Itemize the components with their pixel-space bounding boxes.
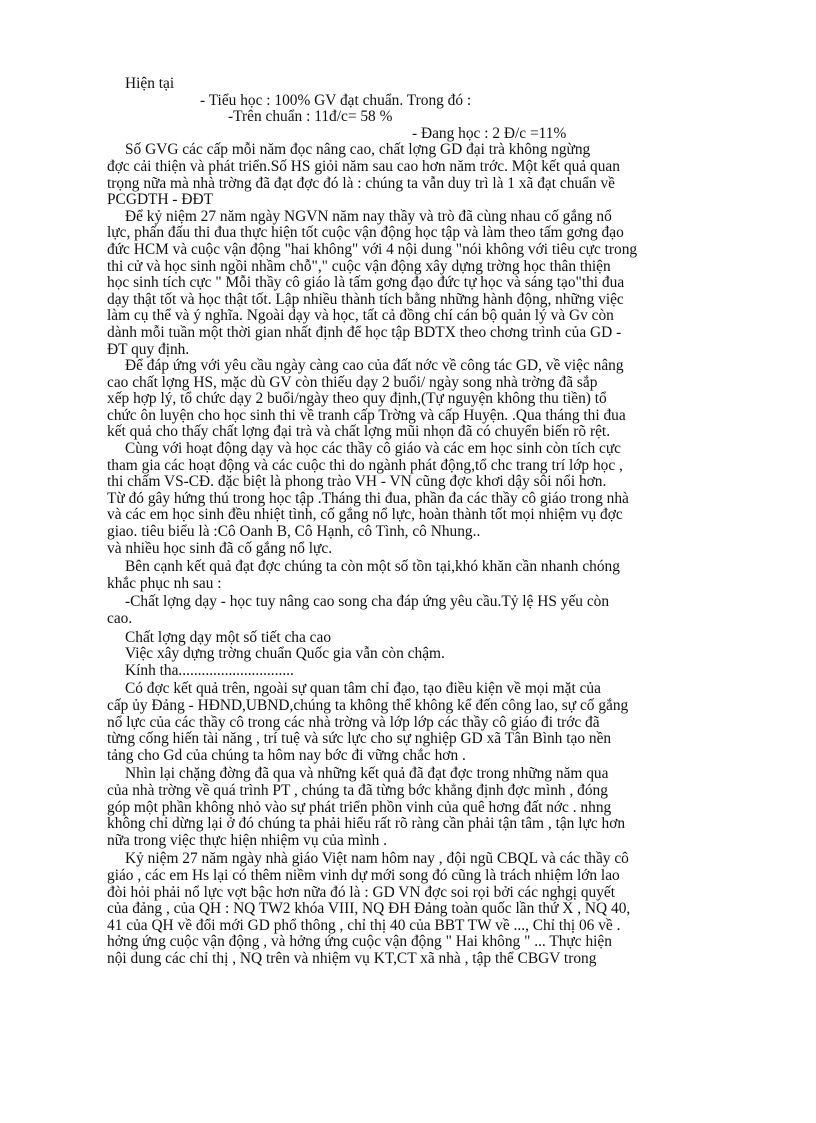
text-line: tảng cho Gd của chúng ta hôm nay bớc đi vững chắc hơn . [107, 747, 466, 764]
text-line: - Đang học : 2 Đ/c =11% [412, 125, 567, 142]
text-line: Có đợc kết quả trên, ngoài sự quan tâm chỉ đạo, tạo điều kiện về mọi mặt của [125, 681, 601, 698]
text-line: thi cử và học sinh ngồi nhầm chỗ"," cuộc vận động xây dựng trờng học thân thiện [107, 258, 611, 275]
text-line: - Tiểu học : 100% GV đạt chuẩn. Trong đó : [200, 92, 472, 109]
text-line: đòi hỏi phải nổ lực vợt bậc hơn nữa đó là : GD VN đợc soi rọi bởi các nghgị quyết [107, 884, 616, 901]
text-line: Cùng với hoạt động dạy và học các thầy cô giáo và các em học sinh còn tích cực [125, 441, 621, 458]
text-line: Số GVG các cấp mỗi năm đọc nâng cao, chất lợng GD đại trà không ngừng [125, 142, 591, 159]
text-line: Để đáp ứng với yêu cầu ngày càng cao của đất nớc về công tác GD, về việc nâng [125, 358, 624, 375]
text-line: hởng ứng cuộc vận động , và hởng ứng cuộc vận động " Hai không " ... Thực hiện [107, 934, 612, 951]
text-line: lực, phấn đấu thi đua thực hiện tốt cuộc vận động học tập và làm theo tấm gơng đạo [107, 225, 624, 242]
text-line: cấp ủy Đảng - HĐND,UBND,chúng ta không thể không kể đến công lao, sự cố gắng [107, 697, 629, 714]
text-line: 41 của QH về đổi mới GD phổ thông , chỉ thị 40 của BBT TW về ..., Chỉ thị 06 về . [107, 917, 621, 934]
text-line: Nhìn lại chặng đờng đã qua và những kết quả đã đạt đợc trong những năm qua [125, 766, 609, 783]
text-line: cao chất lợng HS, mặc dù GV còn thiếu dạy 2 buổi/ ngày song nhà trờng đã sắp [107, 374, 598, 391]
text-line: thi chấm VS-CĐ. đặc biệt là phong trào VH - VN cũng đợc khơi dậy sôi nổi hơn. [107, 474, 607, 491]
text-line: cao. [107, 611, 133, 627]
text-line: -Chất lợng dạy - học tuy nâng cao song cha đáp ứng yêu cầu.Tỷ lệ HS yếu còn [125, 594, 610, 611]
text-line: ĐT quy định. [107, 341, 190, 358]
text-line: không chỉ dừng lại ở đó chúng ta phải hiểu rất rõ ràng cần phải tận tâm , tận lực hơn [107, 816, 626, 833]
text-line: đợc cải thiện và phát triển.Số HS giỏi năm sau cao hơn năm trớc. Một kết quả quan [107, 158, 620, 175]
text-line: làm cụ thể và ý nghĩa. Ngoài dạy và học, tất cả đồng chí cán bộ quản lý và Gv còn [107, 308, 614, 325]
text-line: giáo , các em Hs lại có thêm niềm vinh dự mới song đó cũng là trách nhiệm lớn lao [107, 867, 620, 884]
text-line: Chất lợng dạy một số tiết cha cao [125, 629, 332, 646]
text-line: Để kỷ niệm 27 năm ngày NGVN năm nay thầy và trò đã cùng nhau cố gắng nổ [125, 208, 612, 225]
text-line: Hiện tại [125, 76, 175, 92]
text-line: và nhiều học sinh đã cố gắng nổ lực. [107, 540, 333, 557]
text-line: Kỷ niệm 27 năm ngày nhà giáo Việt nam hôm nay , đội ngũ CBQL và các thầy cô [125, 851, 629, 868]
text-line: -Trên chuẩn : 11đ/c= 58 % [228, 109, 393, 126]
text-line: PCGDTH - ĐĐT [107, 192, 214, 209]
text-line: Bên cạnh kết quả đạt đợc chúng ta còn một số tồn tại,khó khăn cần nhanh chóng [125, 559, 620, 576]
text-line: trọng nữa mà nhà trờng đã đạt đợc đó là : chúng ta vẫn duy trì là 1 xã đạt chuẩn về [107, 175, 615, 192]
text-line: của đảng , của QH : NQ TW2 khóa VIII, NQ ĐH Đảng toàn quốc lần thứ X , NQ 40, [107, 901, 631, 918]
text-line: và các em học sinh đều nhiệt tình, cố gắng nổ lực, hoàn thành tốt mọi nhiệm vụ đợc [107, 507, 623, 524]
text-line: nội dung các chỉ thị , NQ trên và nhiệm vụ KT,CT xã nhà , tập thể CBGV trong [107, 950, 597, 967]
text-line: chức ôn luyện cho học sinh thi về tranh cấp Trờng và cấp Huyện. .Qua tháng thi đua [107, 407, 626, 424]
text-line: Việc xây dựng trờng chuẩn Quốc gia vẫn còn chậm. [125, 646, 445, 663]
text-line: từng cống hiến tài năng , trí tuệ và sức lực cho sự nghiệp GD xã Tân Bình tạo nền [107, 731, 612, 748]
text-line: kết quả cho thấy chất lợng đại trà và chất lợng mũi nhọn đã có chuyển biến rõ rệt. [107, 424, 611, 441]
text-line: Từ đó gây hứng thú trong học tập .Tháng thi đua, phần đa các thầy cô giáo trong nhà [107, 490, 629, 507]
text-line: Kính tha.............................. [125, 662, 294, 679]
text-line: của nhà trờng về quá trình PT , chúng ta đã từng bớc khẳng định đợc mình , đóng [107, 782, 608, 799]
text-line: đức HCM và cuộc vận động "hai không" với 4 nội dung "nói không với tiêu cực trong [107, 241, 638, 258]
document-body [107, 76, 742, 967]
text-line: nữa trong việc thực hiện nhiệm vụ của mình . [107, 832, 387, 849]
text-line: giao. tiêu biểu là :Cô Oanh B, Cô Hạnh, cô Tình, cô Nhung.. [107, 524, 481, 541]
text-line: dạy thật tốt và học thật tốt. Lập nhiều thành tích bằng những hành động, những việc [107, 291, 624, 308]
text-line: tham gia các hoạt động và các cuộc thi do ngành phát động,tổ chc trang trí lớp học , [107, 457, 623, 474]
text-line: góp một phần không nhỏ vào sự phát triển phồn vinh của quê hơng đất nớc . nhng [107, 799, 612, 816]
text-line: khắc phục nh sau : [107, 575, 222, 592]
text-line: nổ lực của các thầy cô trong các nhà trờng và lớp lớp các thầy cô giáo đi trớc đã [107, 714, 600, 731]
text-line: học sinh tích cực " Mỗi thầy cô giáo là tấm gơng đạo đức tự học và sáng tạo"thi đua [107, 275, 625, 292]
text-line: xếp hợp lý, tổ chức dạy 2 buổi/ngày theo quy định,(Tự nguyện không thu tiền) tổ [107, 391, 607, 408]
text-line: dành mỗi tuần một thời gian nhất định để học tập BDTX theo chơng trình của GD - [107, 324, 622, 341]
